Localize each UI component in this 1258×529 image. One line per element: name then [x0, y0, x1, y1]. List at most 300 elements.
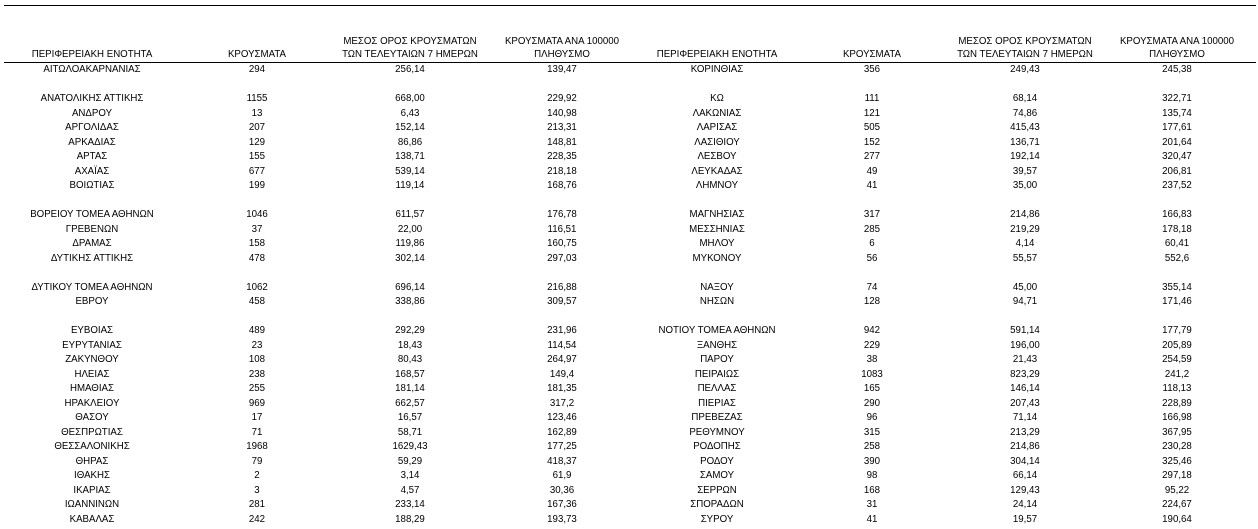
table-row: [634, 107, 1248, 122]
cell-regional-unit: ΑΝΑΤΟΛΙΚΗΣ ΑΤΤΙΚΗΣ: [40, 93, 144, 104]
table-row: [634, 368, 1248, 383]
header-avg-7-days: [944, 35, 1106, 61]
cell-cases-per-100k: 60,41: [1164, 238, 1190, 249]
cell-cases-per-100k: 201,64: [1162, 136, 1192, 148]
cell-regional-unit: ΔΥΤΙΚΗΣ ΑΤΤΙΚΗΣ: [50, 252, 134, 264]
cell-regional-unit: ΜΑΓΝΗΣΙΑΣ: [689, 209, 745, 220]
cell-avg-7-days: 219,29: [1010, 223, 1040, 235]
cell-avg-7-days: 192,14: [1010, 151, 1040, 162]
cell-cases-per-100k: 224,67: [1162, 499, 1192, 510]
table-row: [634, 136, 1248, 151]
cell-cases: 1062: [246, 281, 268, 293]
cell-regional-unit: ΘΑΣΟΥ: [75, 412, 109, 423]
table-row: [634, 295, 1248, 310]
header-avg-7-days: [330, 35, 490, 61]
cell-regional-unit: ΙΩΑΝΝΙΝΩΝ: [64, 499, 120, 510]
cell-cases-per-100k: 167,36: [547, 499, 577, 510]
cell-cases-per-100k: 149,4: [549, 368, 575, 380]
group-spacer: [634, 266, 1248, 281]
cell-avg-7-days: 22,00: [397, 223, 423, 235]
table-row: [634, 498, 1248, 513]
table-row: [0, 397, 634, 412]
cell-regional-unit: ΠΕΙΡΑΙΩΣ: [694, 368, 740, 380]
table-row: [0, 513, 634, 528]
cell-regional-unit: ΕΥΒΟΙΑΣ: [70, 325, 114, 336]
cell-regional-unit: ΚΩ: [710, 93, 724, 104]
cell-cases-per-100k: 297,18: [1162, 470, 1192, 481]
cell-avg-7-days: 18,43: [397, 339, 423, 351]
cell-cases-per-100k: 148,81: [547, 136, 577, 148]
cell-cases: 3: [254, 484, 260, 496]
table-row: [0, 368, 634, 383]
cell-regional-unit: ΒΟΡΕΙΟΥ ΤΟΜΕΑ ΑΘΗΝΩΝ: [30, 209, 154, 220]
cell-avg-7-days: 591,14: [1010, 325, 1040, 336]
cell-cases-per-100k: 230,28: [1162, 441, 1192, 452]
cell-regional-unit: ΠΑΡΟΥ: [700, 354, 734, 365]
cell-avg-7-days: 1629,43: [392, 441, 428, 452]
cell-cases-per-100k: 206,81: [1162, 165, 1192, 177]
cell-cases: 37: [251, 223, 263, 235]
cell-avg-7-days: 233,14: [395, 499, 425, 510]
cell-cases-per-100k: 177,25: [547, 441, 577, 452]
cell-regional-unit: ΔΥΤΙΚΟΥ ΤΟΜΕΑ ΑΘΗΝΩΝ: [31, 281, 153, 293]
cell-cases-per-100k: 355,14: [1162, 281, 1192, 293]
cell-cases-per-100k: 418,37: [547, 455, 577, 467]
cell-avg-7-days: 338,86: [395, 296, 425, 307]
cell-regional-unit: ΠΙΕΡΙΑΣ: [698, 397, 736, 409]
cell-regional-unit: ΒΟΙΩΤΙΑΣ: [69, 180, 115, 191]
cell-avg-7-days: 3,14: [400, 470, 420, 481]
cell-cases: 128: [863, 296, 881, 307]
cell-avg-7-days: 188,29: [395, 513, 425, 525]
cell-regional-unit: ΘΕΣΣΑΛΟΝΙΚΗΣ: [54, 441, 130, 452]
cell-avg-7-days: 214,86: [1010, 441, 1040, 452]
table-row: [634, 353, 1248, 368]
cell-cases: 242: [248, 513, 266, 525]
cell-cases: 255: [248, 383, 266, 394]
cell-cases-per-100k: 114,54: [547, 339, 577, 351]
cell-cases-per-100k: 166,98: [1162, 412, 1192, 423]
cell-cases: 356: [863, 64, 881, 75]
table-row: [634, 440, 1248, 455]
cell-avg-7-days: 19,57: [1012, 513, 1038, 525]
cell-cases: 71: [251, 426, 263, 438]
cell-cases: 108: [248, 354, 266, 365]
cell-avg-7-days: 611,57: [395, 209, 425, 220]
table-row: [0, 107, 634, 122]
cases-table-right: [634, 35, 1248, 527]
cell-avg-7-days: 302,14: [395, 252, 425, 264]
cell-cases-per-100k: 322,71: [1162, 93, 1192, 104]
cell-regional-unit: ΙΚΑΡΙΑΣ: [73, 484, 111, 496]
cell-regional-unit: ΘΗΡΑΣ: [75, 455, 109, 467]
cell-cases: 129: [248, 136, 266, 148]
cell-cases-per-100k: 367,95: [1162, 426, 1192, 438]
cell-regional-unit: ΓΡΕΒΕΝΩΝ: [65, 223, 119, 235]
cell-regional-unit: ΣΑΜΟΥ: [699, 470, 735, 481]
cell-cases: 23: [251, 339, 263, 351]
cell-cases: 969: [248, 397, 266, 409]
cell-cases: 294: [248, 64, 266, 75]
cell-cases-per-100k: 231,96: [547, 325, 577, 336]
cell-cases: 168: [863, 484, 881, 496]
table-row: [634, 223, 1248, 238]
header-avg-7-days-line1: ΜΕΣΟΣ ΟΡΟΣ ΚΡΟΥΣΜΑΤΩΝ: [958, 36, 1092, 47]
table-row: [0, 455, 634, 470]
cell-cases: 229: [863, 339, 881, 351]
table-row: [634, 252, 1248, 267]
table-header-row: [0, 35, 634, 61]
cell-cases: 155: [248, 151, 266, 162]
cell-cases: 56: [866, 252, 878, 264]
cell-cases: 281: [248, 499, 266, 510]
table-row: [634, 121, 1248, 136]
cell-regional-unit: ΚΟΡΙΝΘΙΑΣ: [690, 64, 744, 75]
cell-avg-7-days: 39,57: [1012, 165, 1038, 177]
cell-regional-unit: ΜΥΚΟΝΟΥ: [692, 252, 742, 264]
cell-cases-per-100k: 228,35: [547, 151, 577, 162]
table-row: [634, 165, 1248, 180]
table-row: [634, 455, 1248, 470]
cell-cases-per-100k: 166,83: [1162, 209, 1192, 220]
cell-avg-7-days: 4,14: [1015, 238, 1035, 249]
table-row: [0, 324, 634, 339]
cell-cases: 277: [863, 151, 881, 162]
cell-cases-per-100k: 171,46: [1162, 296, 1192, 307]
cell-avg-7-days: 80,43: [397, 354, 423, 365]
cell-regional-unit: ΞΑΝΘΗΣ: [696, 339, 738, 351]
cell-cases: 41: [866, 513, 878, 525]
table-row: [0, 484, 634, 499]
header-cases-per-100k: [490, 35, 634, 61]
cell-regional-unit: ΡΟΔΟΥ: [700, 455, 734, 467]
cell-cases: 942: [863, 325, 881, 336]
cell-cases: 390: [863, 455, 881, 467]
cell-cases-per-100k: 140,98: [547, 107, 577, 119]
cell-avg-7-days: 196,00: [1010, 339, 1040, 351]
cell-cases-per-100k: 30,36: [549, 484, 575, 496]
cell-cases: 111: [864, 93, 880, 104]
cell-avg-7-days: 4,57: [400, 484, 420, 496]
cell-cases-per-100k: 118,13: [1162, 383, 1192, 394]
cell-cases: 258: [863, 441, 881, 452]
table-row: [0, 295, 634, 310]
cell-regional-unit: ΛΕΣΒΟΥ: [697, 151, 737, 162]
cell-regional-unit: ΛΑΚΩΝΙΑΣ: [692, 107, 742, 119]
header-avg-7-days-line2: ΤΩΝ ΤΕΛΕΥΤΑΙΩΝ 7 ΗΜΕΡΩΝ: [342, 49, 478, 60]
cell-cases-per-100k: 325,46: [1162, 455, 1192, 467]
header-avg-7-days-line1: ΜΕΣΟΣ ΟΡΟΣ ΚΡΟΥΣΜΑΤΩΝ: [343, 36, 477, 47]
cell-avg-7-days: 136,71: [1010, 136, 1040, 148]
cell-cases-per-100k: 317,2: [549, 397, 575, 409]
header-cases-label: ΚΡΟΥΣΜΑΤΑ: [842, 49, 902, 60]
cell-regional-unit: ΗΜΑΘΙΑΣ: [69, 383, 114, 394]
cell-regional-unit: ΔΡΑΜΑΣ: [72, 238, 112, 249]
table-row: [634, 150, 1248, 165]
cell-cases-per-100k: 245,38: [1162, 64, 1192, 75]
table-row: [634, 237, 1248, 252]
group-spacer: [0, 310, 634, 325]
group-spacer: [0, 266, 634, 281]
cell-avg-7-days: 6,43: [400, 107, 420, 119]
cell-avg-7-days: 138,71: [395, 151, 425, 162]
group-spacer: [0, 194, 634, 209]
cell-cases-per-100k: 216,88: [547, 281, 577, 293]
cell-cases: 505: [863, 122, 881, 133]
cell-avg-7-days: 74,86: [1012, 107, 1038, 119]
cell-cases: 1046: [246, 209, 268, 220]
cell-cases: 317: [863, 209, 881, 220]
table-row: [0, 136, 634, 151]
cell-avg-7-days: 66,14: [1012, 470, 1038, 481]
cell-cases: 98: [866, 470, 878, 481]
cell-cases: 74: [866, 281, 878, 293]
table-row: [0, 165, 634, 180]
table-row: [634, 179, 1248, 194]
cell-cases: 31: [866, 499, 878, 510]
table-row: [0, 339, 634, 354]
cell-cases-per-100k: 177,61: [1162, 122, 1192, 133]
table-row: [0, 281, 634, 296]
table-row: [634, 411, 1248, 426]
cell-avg-7-days: 146,14: [1010, 383, 1040, 394]
cell-cases-per-100k: 116,51: [547, 223, 577, 235]
cell-avg-7-days: 662,57: [395, 397, 425, 409]
cell-cases: 79: [251, 455, 263, 467]
cell-avg-7-days: 59,29: [397, 455, 423, 467]
cell-avg-7-days: 24,14: [1012, 499, 1038, 510]
header-regional-unit: [0, 48, 184, 61]
cell-cases-per-100k: 160,75: [547, 238, 577, 249]
table-row: [0, 121, 634, 136]
table-row: [0, 92, 634, 107]
cell-cases-per-100k: 552,6: [1164, 252, 1190, 264]
cell-cases: 38: [866, 354, 878, 365]
cell-cases-per-100k: 176,78: [547, 209, 577, 220]
cell-avg-7-days: 55,57: [1012, 252, 1038, 264]
table-row: [0, 63, 634, 78]
cell-regional-unit: ΑΡΚΑΔΙΑΣ: [68, 136, 116, 148]
header-regional-unit: [634, 48, 800, 61]
cell-regional-unit: ΕΥΡΥΤΑΝΙΑΣ: [62, 339, 122, 351]
cell-cases-per-100k: 297,03: [547, 252, 577, 264]
cell-cases-per-100k: 181,35: [547, 383, 577, 394]
table-row: [0, 498, 634, 513]
table-row: [634, 382, 1248, 397]
cell-regional-unit: ΛΑΣΙΘΙΟΥ: [694, 136, 740, 148]
cell-avg-7-days: 94,71: [1012, 296, 1038, 307]
cell-avg-7-days: 129,43: [1010, 484, 1040, 496]
cell-cases-per-100k: 241,2: [1164, 368, 1190, 380]
group-spacer: [634, 194, 1248, 209]
table-row: [634, 63, 1248, 78]
table-header-row: [634, 35, 1248, 61]
cell-regional-unit: ΝΑΞΟΥ: [700, 281, 734, 293]
header-cases-per-100k: [1106, 35, 1248, 61]
cell-avg-7-days: 45,00: [1012, 281, 1038, 293]
table-row: [634, 484, 1248, 499]
cases-table-left: [0, 35, 634, 527]
table-row: [634, 92, 1248, 107]
table-row: [0, 237, 634, 252]
table-row: [634, 513, 1248, 528]
top-rule: [4, 5, 1256, 6]
table-row: [0, 382, 634, 397]
cell-cases-per-100k: 193,73: [547, 513, 577, 525]
table-body: [0, 63, 634, 527]
cell-regional-unit: ΛΗΜΝΟΥ: [695, 180, 739, 191]
table-row: [0, 208, 634, 223]
cell-regional-unit: ΑΧΑΪΑΣ: [74, 165, 110, 177]
cell-avg-7-days: 16,57: [397, 412, 423, 423]
header-cases: [184, 48, 330, 61]
cell-avg-7-days: 696,14: [395, 281, 425, 293]
table-row: [634, 324, 1248, 339]
cell-cases: 1155: [246, 93, 268, 104]
cell-avg-7-days: 823,29: [1010, 368, 1040, 380]
cell-avg-7-days: 214,86: [1010, 209, 1040, 220]
header-regional-unit-label: ΠΕΡΙΦΕΡΕΙΑΚΗ ΕΝΟΤΗΤΑ: [31, 49, 153, 60]
cell-avg-7-days: 207,43: [1010, 397, 1040, 409]
group-spacer: [634, 310, 1248, 325]
cell-cases: 152: [863, 136, 881, 148]
cell-regional-unit: ΛΕΥΚΑΔΑΣ: [691, 165, 743, 177]
table-row: [634, 426, 1248, 441]
cell-regional-unit: ΑΡΤΑΣ: [76, 151, 108, 162]
cell-avg-7-days: 86,86: [397, 136, 423, 148]
cell-avg-7-days: 21,43: [1012, 354, 1038, 365]
cell-cases-per-100k: 177,79: [1162, 325, 1192, 336]
cell-cases: 121: [863, 107, 881, 119]
table-row: [0, 426, 634, 441]
header-avg-7-days-line2: ΤΩΝ ΤΕΛΕΥΤΑΙΩΝ 7 ΗΜΕΡΩΝ: [957, 49, 1093, 60]
cell-regional-unit: ΠΡΕΒΕΖΑΣ: [691, 412, 743, 423]
table-row: [634, 339, 1248, 354]
cell-cases-per-100k: 237,52: [1162, 180, 1192, 191]
cell-regional-unit: ΣΕΡΡΩΝ: [697, 484, 737, 496]
cell-avg-7-days: 539,14: [395, 165, 425, 177]
cell-cases: 458: [248, 296, 266, 307]
cell-regional-unit: ΣΠΟΡΑΔΩΝ: [690, 499, 744, 510]
header-cases: [800, 48, 944, 61]
cell-cases-per-100k: 135,74: [1162, 107, 1192, 119]
cell-regional-unit: ΜΕΣΣΗΝΙΑΣ: [689, 223, 745, 235]
cell-regional-unit: ΡΕΘΥΜΝΟΥ: [689, 426, 745, 438]
cell-cases: 6: [869, 238, 875, 249]
group-spacer: [634, 78, 1248, 93]
cell-cases-per-100k: 95,22: [1164, 484, 1190, 496]
cell-avg-7-days: 119,14: [395, 180, 425, 191]
cell-cases-per-100k: 229,92: [547, 93, 577, 104]
table-row: [634, 397, 1248, 412]
cell-regional-unit: ΖΑΚΥΝΘΟΥ: [65, 354, 119, 365]
cell-cases: 1968: [246, 441, 268, 452]
header-cases-per-100k-line1: ΚΡΟΥΣΜΑΤΑ ΑΝΑ 100000: [504, 36, 620, 47]
cell-cases-per-100k: 264,97: [547, 354, 577, 365]
cell-regional-unit: ΗΛΕΙΑΣ: [74, 368, 110, 380]
cell-cases: 199: [248, 180, 266, 191]
cell-avg-7-days: 213,29: [1010, 426, 1040, 438]
cell-regional-unit: ΡΟΔΟΠΗΣ: [693, 441, 741, 452]
cell-avg-7-days: 168,57: [395, 368, 425, 380]
cell-cases-per-100k: 254,59: [1162, 354, 1192, 365]
cell-cases: 290: [863, 397, 881, 409]
cell-avg-7-days: 304,14: [1010, 455, 1040, 467]
cell-regional-unit: ΚΑΒΑΛΑΣ: [69, 513, 115, 525]
cell-cases-per-100k: 190,64: [1162, 513, 1192, 525]
cell-avg-7-days: 256,14: [395, 64, 425, 75]
cell-cases-per-100k: 213,31: [547, 122, 577, 133]
cell-avg-7-days: 71,14: [1012, 412, 1038, 423]
cell-cases-per-100k: 139,47: [547, 64, 577, 75]
cell-regional-unit: ΑΙΤΩΛΟΑΚΑΡΝΑΝΙΑΣ: [43, 64, 141, 75]
cell-cases-per-100k: 178,18: [1162, 223, 1192, 235]
cell-regional-unit: ΛΑΡΙΣΑΣ: [696, 122, 738, 133]
cell-avg-7-days: 292,29: [395, 325, 425, 336]
table-row: [0, 353, 634, 368]
cell-avg-7-days: 119,86: [395, 238, 425, 249]
cell-cases: 1083: [861, 368, 883, 380]
table-row: [0, 252, 634, 267]
header-cases-label: ΚΡΟΥΣΜΑΤΑ: [227, 49, 287, 60]
table-row: [634, 469, 1248, 484]
cell-regional-unit: ΝΗΣΩΝ: [699, 296, 735, 307]
cell-avg-7-days: 415,43: [1010, 122, 1040, 133]
cell-avg-7-days: 58,71: [397, 426, 423, 438]
cell-avg-7-days: 152,14: [395, 122, 425, 133]
cell-cases: 96: [866, 412, 878, 423]
cell-cases: 49: [866, 165, 878, 177]
cell-regional-unit: ΣΥΡΟΥ: [700, 513, 734, 525]
table-row: [0, 440, 634, 455]
group-spacer: [0, 78, 634, 93]
cell-cases-per-100k: 205,89: [1162, 339, 1192, 351]
cell-regional-unit: ΑΡΓΟΛΙΔΑΣ: [65, 122, 119, 133]
cell-cases: 315: [863, 426, 881, 438]
cell-regional-unit: ΜΗΛΟΥ: [699, 238, 735, 249]
table-row: [0, 179, 634, 194]
cell-cases: 478: [248, 252, 266, 264]
cell-cases: 677: [248, 165, 266, 177]
cell-cases: 207: [248, 122, 266, 133]
table-body: [634, 63, 1248, 527]
header-cases-per-100k-line2: ΠΛΗΘΥΣΜΟ: [534, 49, 590, 60]
cell-cases: 41: [866, 180, 878, 191]
header-cases-per-100k-line1: ΚΡΟΥΣΜΑΤΑ ΑΝΑ 100000: [1119, 36, 1235, 47]
cell-avg-7-days: 249,43: [1010, 64, 1040, 75]
cell-cases-per-100k: 309,57: [547, 296, 577, 307]
table-row: [0, 223, 634, 238]
header-cases-per-100k-line2: ΠΛΗΘΥΣΜΟ: [1149, 49, 1205, 60]
cell-cases: 17: [251, 412, 263, 423]
cell-regional-unit: ΝΟΤΙΟΥ ΤΟΜΕΑ ΑΘΗΝΩΝ: [658, 325, 776, 336]
cell-cases: 165: [863, 383, 881, 394]
cell-avg-7-days: 668,00: [395, 93, 425, 104]
cell-avg-7-days: 181,14: [395, 383, 425, 394]
cell-cases: 158: [248, 238, 266, 249]
cell-cases: 2: [254, 470, 260, 481]
cell-cases-per-100k: 61,9: [552, 470, 572, 481]
cell-regional-unit: ΙΘΑΚΗΣ: [74, 470, 110, 481]
cell-cases: 285: [863, 223, 881, 235]
table-row: [634, 208, 1248, 223]
cell-avg-7-days: 35,00: [1012, 180, 1038, 191]
cell-cases: 13: [251, 107, 263, 119]
table-row: [0, 469, 634, 484]
cell-regional-unit: ΑΝΔΡΟΥ: [71, 107, 113, 119]
cell-cases-per-100k: 168,76: [547, 180, 577, 191]
table-row: [634, 281, 1248, 296]
